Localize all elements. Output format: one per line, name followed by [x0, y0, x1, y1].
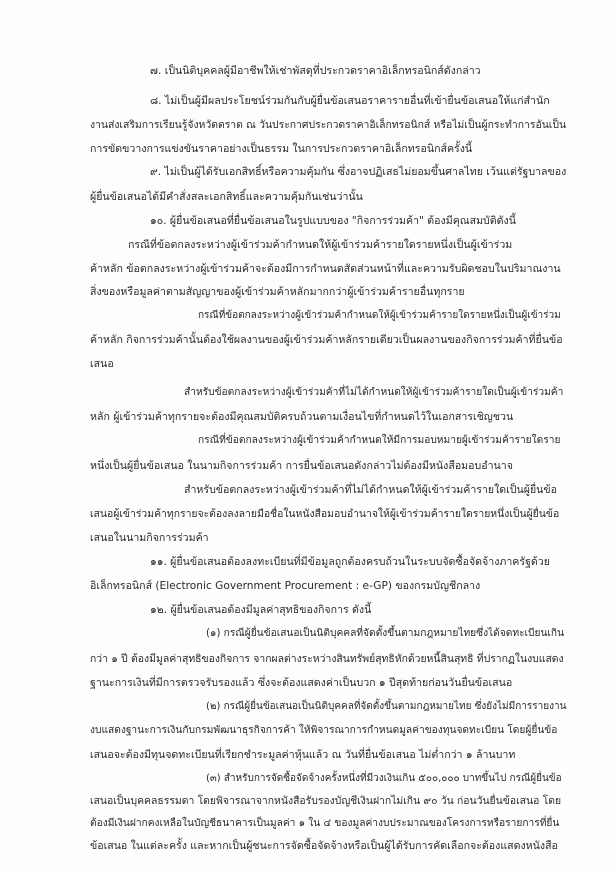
text-line: สิ่งของหรือมูลค่าตามสัญญาของผู้เข้าร่วมค้าหลักมากกว่าผู้เข้าร่วมค้ารายอื่นทุกราย — [90, 286, 465, 298]
text-line: งานส่งเสริมการเรียนรู้จังหวัดตราด ณ วันประกาศประกวดราคาอิเล็กทรอนิกส์ หรือไม่เป็นผู้กระทำการอันเป็น — [90, 119, 567, 131]
clause-12: ๑๒. ผู้ยื่นข้อเสนอต้องมีมูลค่าสุทธิของกิจการ ดังนี้ — [150, 604, 372, 616]
text-line: ค้าหลัก กิจการร่วมค้านั้นต้องใช้ผลงานของผู้เข้าร่วมค้าหลักรายเดียวเป็นผลงานของกิจการร่วมค้าที่ยื่นข้อ — [90, 334, 563, 346]
text-line: การขัดขวางการแข่งขันราคาอย่างเป็นธรรม ในการประกวดราคาอิเล็กทรอนิกส์ครั้งนี้ — [90, 143, 473, 155]
text-line: กรณีที่ข้อตกลงระหว่างผู้เข้าร่วมค้ากำหนดให้มีการมอบหมายผู้เข้าร่วมค้ารายใดราย — [198, 435, 561, 446]
text-line: เสนอเป็นบุคคลธรรมดา โดยพิจารณาจากหนังสือรับรองบัญชีเงินฝากไม่เกิน ๙๐ วัน ก่อนวันยื่นข้อเสนอ โดย — [90, 795, 562, 807]
text-line: สำหรับข้อตกลงระหว่างผู้เข้าร่วมค้าที่ไม่ได้กำหนดให้ผู้เข้าร่วมค้ารายใดเป็นผู้เข้าร่วมค้า — [184, 387, 564, 398]
text-line: เสนอผู้เข้าร่วมค้าทุกรายจะต้องลงลายมือชื่อในหนังสือมอบอำนาจให้ผู้เข้าร่วมค้ารายใดรายหนึ่งเป็นผู้ยื่นข้อ — [90, 508, 560, 520]
text-line: เสนอ — [90, 358, 114, 370]
text-line: ค้าหลัก ข้อตกลงระหว่างผู้เข้าร่วมค้าจะต้องมีการกำหนดสัดส่วนหน้าที่และความรับผิดชอบในปริมาณงาน — [90, 263, 561, 275]
clause-10: ๑๐. ผู้ยื่นข้อเสนอที่ยื่นข้อเสนอในรูปแบบของ "กิจการร่วมค้า" ต้องมีคุณสมบัติดังนี้ — [150, 215, 516, 227]
text-line: กว่า ๑ ปี ต้องมีมูลค่าสุทธิของกิจการ จากผลต่างระหว่างสินทรัพย์สุทธิหักด้วยหนี้สินสุทธิ ที่ปรากฏในงบแสดง — [90, 653, 564, 665]
text-line: ต้องมีเงินฝากคงเหลือในบัญชีธนาคารเป็นมูลค่า ๑ ใน ๔ ของมูลค่างบประมาณของโครงการหรือรายการที่ยื่น — [90, 818, 560, 829]
text-line: งบแสดงฐานะการเงินกับกรมพัฒนาธุรกิจการค้า ให้พิจารณาการกำหนดมูลค่าของทุนจดทะเบียน โดยผู้ยื่นข้อ — [90, 725, 558, 736]
sub-clause-1: (๑) กรณีผู้ยื่นข้อเสนอเป็นนิติบุคคลที่จัดตั้งขึ้นตามกฎหมายไทยซึ่งได้จดทะเบียนเกิน — [206, 628, 565, 639]
clause-9: ๙. ไม่เป็นผู้ได้รับเอกสิทธิ์หรือความคุ้มกัน ซึ่งอาจปฏิเสธไม่ยอมขึ้นศาลไทย เว้นแต่รัฐบาลของ — [150, 166, 567, 178]
clause-8: ๘. ไม่เป็นผู้มีผลประโยชน์ร่วมกันกับผู้ยื่นข้อเสนอราคารายอื่นที่เข้ายื่นข้อเสนอให้แก่สำนัก — [150, 95, 550, 107]
clause-11: ๑๑. ผู้ยื่นข้อเสนอต้องลงทะเบียนที่มีข้อมูลถูกต้องครบถ้วนในระบบจัดซื้อจัดจ้างภาครัฐด้วย — [150, 556, 550, 568]
text-line: ข้อเสนอ ในแต่ละครั้ง และหากเป็นผู้ชนะการจัดซื้อจัดจ้างหรือเป็นผู้ได้รับการคัดเลือกจะต้องแสดงหนังสือ — [90, 840, 558, 852]
text-line: หลัก ผู้เข้าร่วมค้าทุกรายจะต้องมีคุณสมบัติครบถ้วนตามเงื่อนไขที่กำหนดไว้ในเอกสารเชิญชวน — [90, 411, 514, 423]
sub-clause-3: (๓) สำหรับการจัดซื้อจัดจ้างครั้งหนึ่งที่มีวงเงินเกิน ๕๐๐,๐๐๐ บาทขึ้นไป กรณีผู้ยื่นข้อ — [206, 773, 562, 784]
clause-7: ๗. เป็นนิติบุคคลผู้มีอาชีพให้เช่าพัสดุที่ประกวดราคาอิเล็กทรอนิกส์ดังกล่าว — [150, 65, 481, 77]
text-line: สำหรับข้อตกลงระหว่างผู้เข้าร่วมค้าที่ไม่ได้กำหนดให้ผู้เข้าร่วมค้ารายใดเป็นผู้ยื่นข้อ — [184, 484, 558, 496]
text-line: ฐานะการเงินที่มีการตรวจรับรองแล้ว ซึ่งจะต้องแสดงค่าเป็นบวก ๑ ปีสุดท้ายก่อนวันยื่นข้อเสนอ — [90, 677, 513, 689]
text-line: อิเล็กทรอนิกส์ (Electronic Government Procurement : e-GP) ของกรมบัญชีกลาง — [90, 580, 481, 592]
text-line: หนึ่งเป็นผู้ยื่นข้อเสนอ ในนามกิจการร่วมค้า การยื่นข้อเสนอดังกล่าวไม่ต้องมีหนังสือมอบอำนาจ — [90, 460, 513, 472]
text-line: ผู้ยื่นข้อเสนอได้มีคำสั่งสละเอกสิทธิ์และความคุ้มกันเช่นว่านั้น — [90, 191, 363, 203]
text-line: เสนอจะต้องมีทุนจดทะเบียนที่เรียกชำระมูลค่าหุ้นแล้ว ณ วันที่ยื่นข้อเสนอ ไม่ต่ำกว่า ๑ ล้านบาท — [90, 749, 516, 761]
text-line: เสนอในนามกิจการร่วมค้า — [90, 532, 209, 544]
text-line: กรณีที่ข้อตกลงระหว่างผู้เข้าร่วมค้ากำหนดให้ผู้เข้าร่วมค้ารายใดรายหนึ่งเป็นผู้เข้าร่วม — [128, 239, 513, 251]
text-line: กรณีที่ข้อตกลงระหว่างผู้เข้าร่วมค้ากำหนดให้ผู้เข้าร่วมค้ารายใดรายหนึ่งเป็นผู้เข้าร่วม — [198, 310, 561, 321]
sub-clause-2: (๒) กรณีผู้ยื่นข้อเสนอเป็นนิติบุคคลที่จัดตั้งขึ้นตามกฎหมายไทย ซึ่งยังไม่มีการรายงาน — [206, 701, 567, 712]
